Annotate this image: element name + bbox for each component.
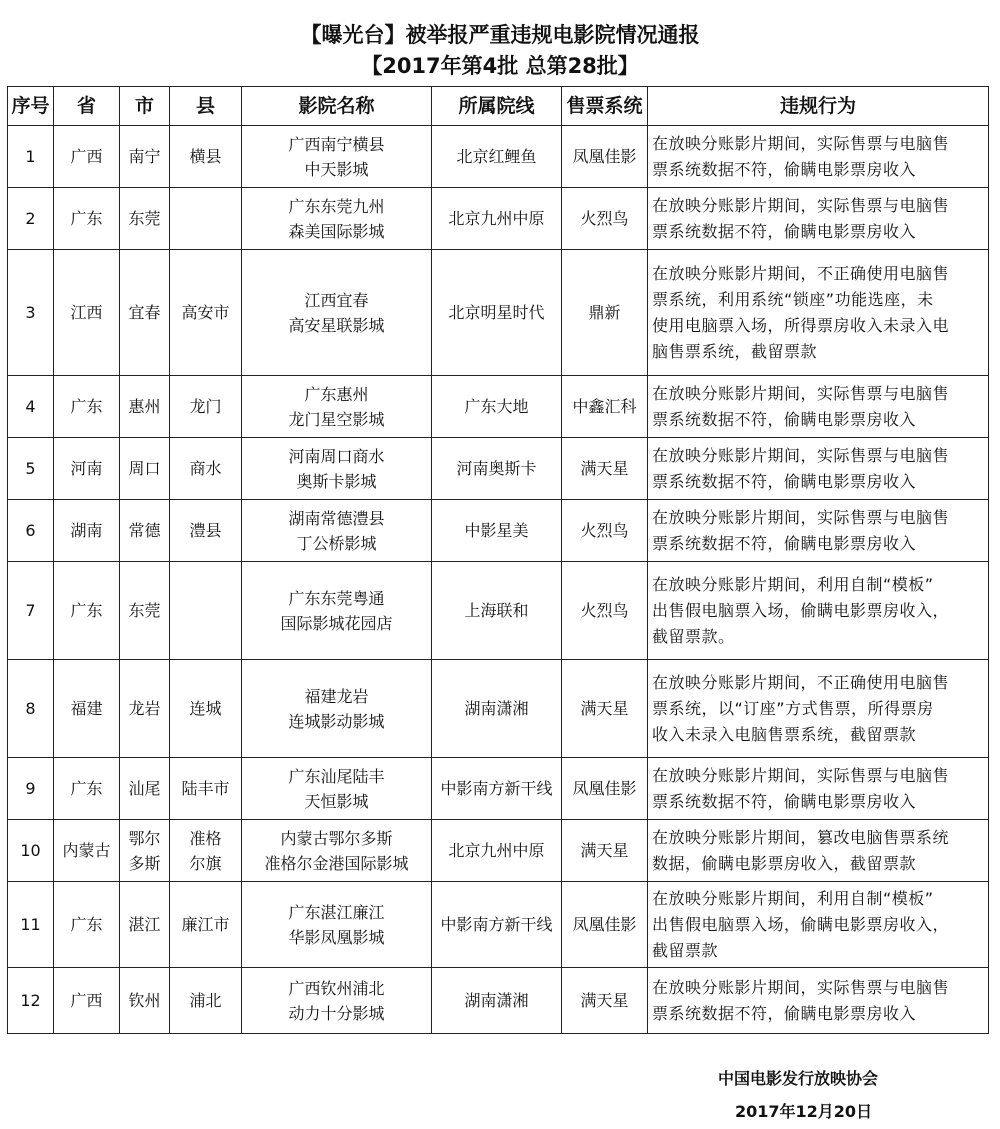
row-circuit (432, 500, 562, 562)
row-circuit (432, 126, 562, 188)
row-province-text: 广东 (70, 209, 103, 228)
row-province (54, 438, 120, 500)
row-ticket-system (562, 126, 648, 188)
table-row (8, 188, 989, 250)
row-county (170, 126, 242, 188)
row-county (170, 820, 242, 882)
row-ticket-system-text: 凤凰佳影 (572, 779, 637, 798)
issue-date: 2017年12月20日 (735, 1102, 873, 1121)
row-province-text: 广东 (70, 779, 103, 798)
header-violation: 违规行为 (648, 87, 989, 126)
row-province (54, 820, 120, 882)
violation-report-table (7, 86, 989, 1034)
row-province-text: 湖南 (70, 521, 103, 540)
row-ticket-system-text: 鼎新 (588, 303, 621, 322)
row-ticket-system-text: 满天星 (580, 841, 629, 860)
row-ticket-system-text: 凤凰佳影 (572, 915, 637, 934)
row-county (170, 376, 242, 438)
row-circuit (432, 562, 562, 660)
row-ticket-system-text: 满天星 (580, 991, 629, 1010)
header-circuit: 所属院线 (432, 87, 562, 126)
row-violation-text: 在放映分账影片期间，实际售票与电脑售 票系统数据不符，偷瞒电影票房收入 (652, 765, 950, 811)
row-index-text: 9 (25, 779, 36, 798)
table-row (8, 820, 989, 882)
row-circuit (432, 882, 562, 968)
row-ticket-system-text: 满天星 (580, 699, 629, 718)
row-ticket-system (562, 188, 648, 250)
header-city: 市 (120, 87, 170, 126)
table-row (8, 562, 989, 660)
row-circuit-text: 湖南潇湘 (464, 991, 529, 1010)
row-county (170, 438, 242, 500)
table-row (8, 126, 989, 188)
row-province-text: 广西 (70, 991, 103, 1010)
row-violation (648, 968, 989, 1034)
row-county (170, 882, 242, 968)
row-violation-text: 在放映分账影片期间，不正确使用电脑售 票系统，以“订座”方式售票，所得票房 收入未录入电脑售票系统，截留票款 (652, 672, 950, 744)
row-cinema-name (242, 188, 432, 250)
row-violation (648, 562, 989, 660)
row-cinema-name (242, 758, 432, 820)
row-cinema-name-text: 广东东莞九州 森美国际影城 (288, 196, 385, 241)
row-city-text: 鄂尔 多斯 (128, 828, 161, 873)
row-province (54, 126, 120, 188)
table-row (8, 376, 989, 438)
row-violation-text: 在放映分账影片期间，利用自制“模板” 出售假电脑票入场，偷瞒电影票房收入， 截留票款 (652, 888, 950, 960)
row-violation-text: 在放映分账影片期间，实际售票与电脑售 票系统数据不符，偷瞒电影票房收入 (652, 195, 950, 241)
header-row (8, 87, 989, 126)
row-province-text: 内蒙古 (62, 841, 111, 860)
row-index (8, 376, 54, 438)
row-county-text: 龙门 (189, 397, 222, 416)
row-violation (648, 882, 989, 968)
row-province (54, 562, 120, 660)
row-city-text: 周口 (128, 459, 161, 478)
row-city-text: 龙岩 (128, 699, 161, 718)
row-county-text: 准格 尔旗 (189, 828, 222, 873)
row-circuit (432, 968, 562, 1034)
row-province (54, 968, 120, 1034)
row-city-text: 南宁 (128, 147, 161, 166)
row-index (8, 438, 54, 500)
row-index-text: 2 (25, 209, 36, 228)
row-cinema-name (242, 968, 432, 1034)
row-violation-text: 在放映分账影片期间，实际售票与电脑售 票系统数据不符，偷瞒电影票房收入 (652, 977, 950, 1023)
header-index: 序号 (8, 87, 54, 126)
row-city (120, 500, 170, 562)
row-city (120, 250, 170, 376)
row-index (8, 660, 54, 758)
row-cinema-name (242, 250, 432, 376)
row-violation (648, 126, 989, 188)
row-cinema-name-text: 广西钦州浦北 动力十分影城 (288, 978, 385, 1023)
row-ticket-system-text: 中鑫汇科 (572, 397, 637, 416)
row-cinema-name (242, 126, 432, 188)
row-index (8, 126, 54, 188)
row-city (120, 438, 170, 500)
row-city (120, 882, 170, 968)
row-circuit-text: 中影星美 (464, 521, 529, 540)
row-cinema-name (242, 820, 432, 882)
row-circuit (432, 660, 562, 758)
row-county (170, 660, 242, 758)
header-province: 省 (54, 87, 120, 126)
table-body (8, 126, 989, 1034)
row-index (8, 250, 54, 376)
row-index-text: 4 (25, 397, 36, 416)
row-province (54, 500, 120, 562)
row-city-text: 东莞 (128, 601, 161, 620)
row-circuit (432, 758, 562, 820)
row-county-text: 澧县 (189, 521, 222, 540)
row-county-text: 连城 (189, 699, 222, 718)
row-cinema-name-text: 广东汕尾陆丰 天恒影城 (288, 766, 385, 811)
row-province (54, 250, 120, 376)
row-violation (648, 500, 989, 562)
row-cinema-name-text: 广东湛江廉江 华影凤凰影城 (288, 902, 385, 947)
row-county-text: 高安市 (181, 303, 230, 322)
row-ticket-system (562, 562, 648, 660)
row-violation (648, 376, 989, 438)
row-violation-text: 在放映分账影片期间，实际售票与电脑售 票系统数据不符，偷瞒电影票房收入 (652, 507, 950, 553)
row-city (120, 376, 170, 438)
row-index (8, 758, 54, 820)
row-ticket-system (562, 820, 648, 882)
row-province-text: 广东 (70, 915, 103, 934)
row-county (170, 562, 242, 660)
row-cinema-name-text: 河南周口商水 奥斯卡影城 (288, 446, 385, 491)
row-circuit (432, 376, 562, 438)
row-ticket-system (562, 376, 648, 438)
row-city (120, 820, 170, 882)
row-index-text: 12 (20, 991, 41, 1010)
table-header (8, 87, 989, 126)
row-circuit-text: 北京九州中原 (448, 209, 545, 228)
row-county (170, 758, 242, 820)
row-ticket-system (562, 438, 648, 500)
row-ticket-system-text: 火烈鸟 (580, 601, 629, 620)
row-city (120, 188, 170, 250)
row-county (170, 968, 242, 1034)
row-index-text: 11 (20, 915, 41, 934)
row-cinema-name-text: 广东惠州 龙门星空影城 (288, 384, 385, 429)
row-cinema-name (242, 660, 432, 758)
row-index-text: 6 (25, 521, 36, 540)
row-violation (648, 660, 989, 758)
table-row (8, 438, 989, 500)
row-city (120, 126, 170, 188)
row-circuit-text: 湖南潇湘 (464, 699, 529, 718)
row-circuit-text: 北京红鲤鱼 (456, 147, 537, 166)
row-cinema-name (242, 500, 432, 562)
row-cinema-name-text: 湖南常德澧县 丁公桥影城 (288, 508, 385, 553)
row-province (54, 882, 120, 968)
row-city (120, 758, 170, 820)
row-index (8, 820, 54, 882)
row-circuit-text: 北京九州中原 (448, 841, 545, 860)
row-index (8, 882, 54, 968)
row-county-text: 浦北 (189, 991, 222, 1010)
row-violation-text: 在放映分账影片期间，实际售票与电脑售 票系统数据不符，偷瞒电影票房收入 (652, 133, 950, 179)
row-index (8, 500, 54, 562)
row-index-text: 5 (25, 459, 36, 478)
row-city-text: 湛江 (128, 915, 161, 934)
row-violation-text: 在放映分账影片期间，实际售票与电脑售 票系统数据不符，偷瞒电影票房收入 (652, 445, 950, 491)
row-cinema-name (242, 882, 432, 968)
report-title-line1: 【曝光台】被举报严重违规电影院情况通报 (300, 23, 700, 47)
row-province (54, 660, 120, 758)
row-cinema-name-text: 江西宜春 高安星联影城 (288, 290, 385, 335)
row-violation-text: 在放映分账影片期间，利用自制“模板” 出售假电脑票入场，偷瞒电影票房收入， 截留票款。 (652, 574, 950, 646)
header-cinema-name: 影院名称 (242, 87, 432, 126)
row-ticket-system-text: 火烈鸟 (580, 209, 629, 228)
row-violation (648, 438, 989, 500)
header-ticket-system: 售票系统 (562, 87, 648, 126)
row-ticket-system (562, 758, 648, 820)
row-ticket-system (562, 882, 648, 968)
row-circuit-text: 中影南方新干线 (440, 915, 553, 934)
issuing-organization: 中国电影发行放映协会 (718, 1069, 879, 1088)
row-cinema-name (242, 438, 432, 500)
table-row (8, 250, 989, 376)
row-index-text: 3 (25, 303, 36, 322)
row-cinema-name-text: 广东东莞粤通 国际影城花园店 (280, 588, 393, 633)
row-index (8, 188, 54, 250)
table-row (8, 500, 989, 562)
row-ticket-system-text: 凤凰佳影 (572, 147, 637, 166)
row-ticket-system (562, 250, 648, 376)
row-city-text: 宜春 (128, 303, 161, 322)
row-ticket-system (562, 500, 648, 562)
row-city (120, 660, 170, 758)
row-circuit-text: 上海联和 (464, 601, 529, 620)
row-ticket-system-text: 满天星 (580, 459, 629, 478)
table-row (8, 882, 989, 968)
row-index-text: 10 (20, 841, 41, 860)
row-ticket-system (562, 968, 648, 1034)
row-cinema-name-text: 内蒙古鄂尔多斯 准格尔金港国际影城 (264, 828, 409, 873)
row-circuit (432, 250, 562, 376)
row-province-text: 江西 (70, 303, 103, 322)
row-circuit-text: 北京明星时代 (448, 303, 545, 322)
row-county-text: 商水 (189, 459, 222, 478)
row-county (170, 250, 242, 376)
row-county (170, 188, 242, 250)
row-county (170, 500, 242, 562)
table-row (8, 660, 989, 758)
row-cinema-name (242, 562, 432, 660)
row-circuit-text: 河南奥斯卡 (456, 459, 537, 478)
row-violation-text: 在放映分账影片期间，实际售票与电脑售 票系统数据不符，偷瞒电影票房收入 (652, 383, 950, 429)
row-province-text: 广东 (70, 397, 103, 416)
row-index (8, 562, 54, 660)
row-province-text: 福建 (70, 699, 103, 718)
row-circuit (432, 188, 562, 250)
row-province-text: 河南 (70, 459, 103, 478)
header-county: 县 (170, 87, 242, 126)
row-cinema-name-text: 福建龙岩 连城影动影城 (288, 686, 385, 731)
row-cinema-name-text: 广西南宁横县 中天影城 (288, 134, 385, 179)
report-title (0, 20, 1000, 82)
table-row (8, 758, 989, 820)
row-circuit-text: 广东大地 (464, 397, 529, 416)
row-city (120, 562, 170, 660)
row-county-text: 廉江市 (181, 915, 230, 934)
row-province (54, 188, 120, 250)
row-county-text: 陆丰市 (181, 779, 230, 798)
row-circuit-text: 中影南方新干线 (440, 779, 553, 798)
row-index-text: 1 (25, 147, 36, 166)
table-row (8, 968, 989, 1034)
row-province-text: 广西 (70, 147, 103, 166)
row-city-text: 钦州 (128, 991, 161, 1010)
row-ticket-system-text: 火烈鸟 (580, 521, 629, 540)
row-province (54, 376, 120, 438)
row-circuit (432, 820, 562, 882)
report-title-line2: 【2017年第4批 总第28批】 (361, 54, 639, 78)
row-index-text: 8 (25, 699, 36, 718)
row-cinema-name (242, 376, 432, 438)
row-index (8, 968, 54, 1034)
row-violation-text: 在放映分账影片期间，不正确使用电脑售 票系统，利用系统“锁座”功能选座，未 使用电脑票入场，所得票房收入未录入电 脑售票系统，截留票款 (652, 263, 950, 361)
row-ticket-system (562, 660, 648, 758)
row-circuit (432, 438, 562, 500)
row-violation (648, 250, 989, 376)
row-violation-text: 在放映分账影片期间，篡改电脑售票系统 数据，偷瞒电影票房收入，截留票款 (652, 827, 950, 873)
row-county-text: 横县 (189, 147, 222, 166)
row-violation (648, 188, 989, 250)
row-province-text: 广东 (70, 601, 103, 620)
row-province (54, 758, 120, 820)
row-city-text: 常德 (128, 521, 161, 540)
row-city-text: 东莞 (128, 209, 161, 228)
row-city (120, 968, 170, 1034)
row-violation (648, 820, 989, 882)
row-city-text: 汕尾 (128, 779, 161, 798)
row-index-text: 7 (25, 601, 36, 620)
row-city-text: 惠州 (128, 397, 161, 416)
row-violation (648, 758, 989, 820)
